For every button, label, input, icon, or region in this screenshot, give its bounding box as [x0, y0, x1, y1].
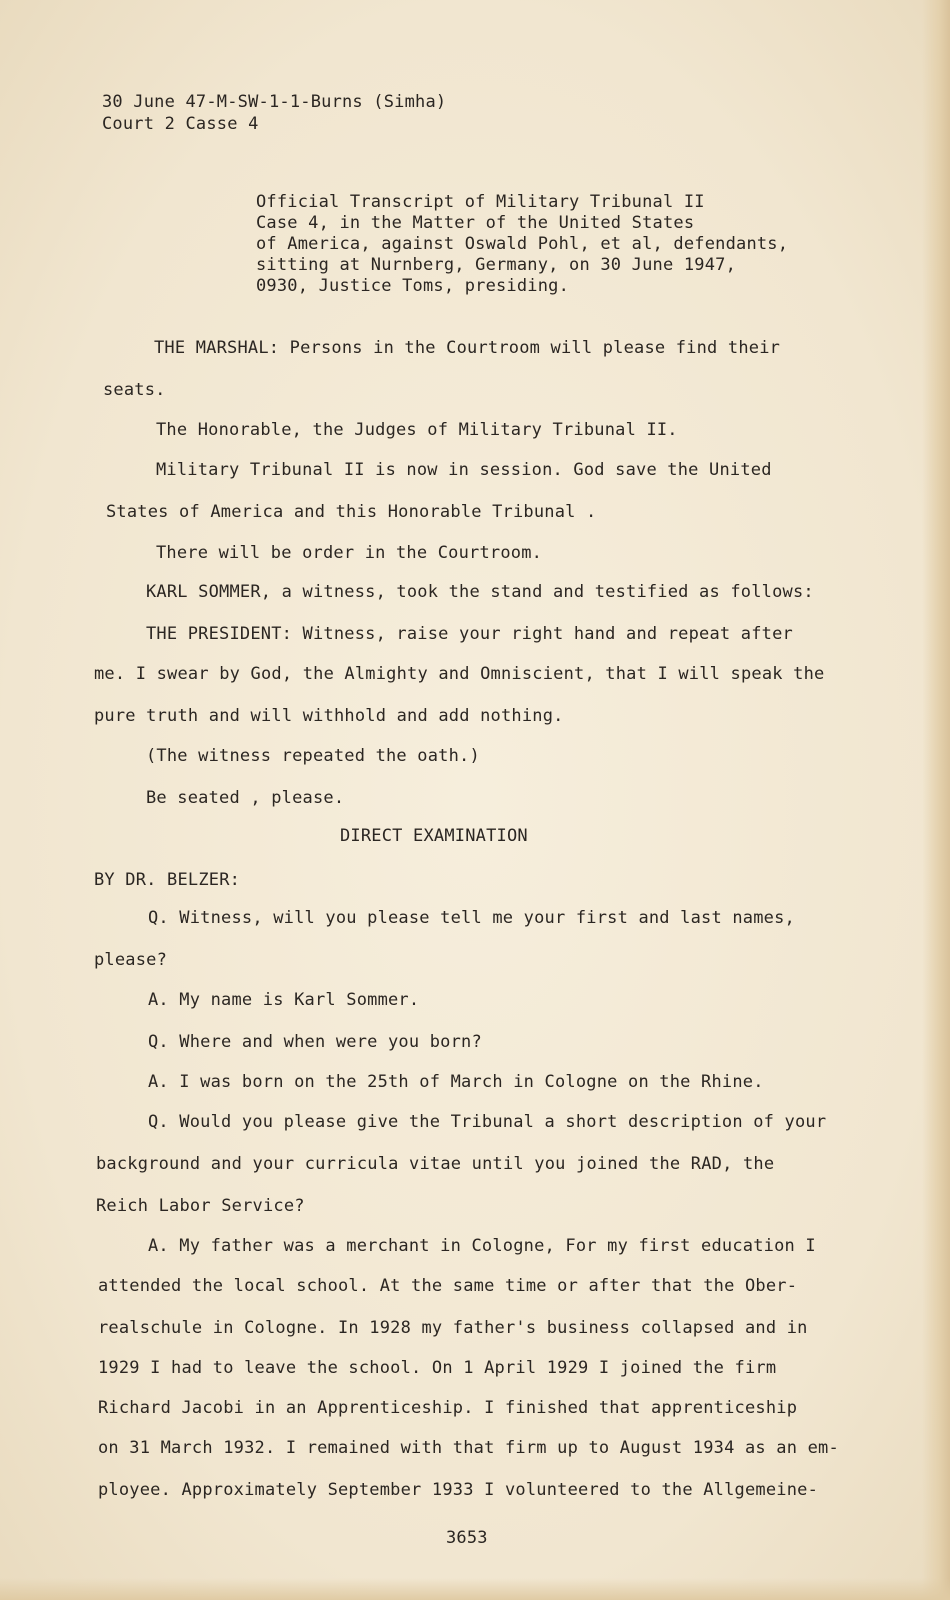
header-ref-line: 30 June 47-M-SW-1-1-Burns (Simha) [102, 92, 447, 112]
transcript-line: THE MARSHAL: Persons in the Courtroom will please find their [154, 338, 781, 358]
examiner-line: BY DR. BELZER: [94, 870, 241, 890]
caption-line: Case 4, in the Matter of the United States [256, 213, 695, 233]
transcript-line: A. My father was a merchant in Cologne, For my first education I [148, 1236, 816, 1256]
transcript-line: Military Tribunal II is now in session. God save the United [156, 460, 772, 480]
transcript-line: Reich Labor Service? [96, 1196, 305, 1216]
transcript-line: pure truth and will withhold and add nothing. [94, 706, 564, 726]
transcript-line: There will be order in the Courtroom. [156, 543, 543, 563]
caption-line: of America, against Oswald Pohl, et al, defendants, [256, 234, 789, 254]
transcript-line: Be seated , please. [146, 788, 345, 808]
transcript-line: realschule in Cologne. In 1928 my father's business collapsed and in [98, 1318, 808, 1338]
transcript-line: KARL SOMMER, a witness, took the stand and testified as follows: [146, 582, 814, 602]
transcript-line: Q. Where and when were you born? [148, 1032, 482, 1052]
transcript-line: on 31 March 1932. I remained with that firm up to August 1934 as an em- [98, 1438, 839, 1458]
page-number: 3653 [446, 1528, 488, 1548]
transcript-line: 1929 I had to leave the school. On 1 April 1929 I joined the firm [98, 1358, 777, 1378]
paper-edge [922, 0, 950, 1600]
transcript-line: Richard Jacobi in an Apprenticeship. I finished that apprenticeship [98, 1398, 798, 1418]
transcript-line: The Honorable, the Judges of Military Tribunal II. [156, 420, 678, 440]
transcript-line: States of America and this Honorable Tribunal . [106, 502, 597, 522]
section-heading: DIRECT EXAMINATION [340, 826, 528, 846]
transcript-line: attended the local school. At the same time or after that the Ober- [98, 1276, 798, 1296]
transcript-line: me. I swear by God, the Almighty and Omniscient, that I will speak the [94, 664, 825, 684]
transcript-line: A. My name is Karl Sommer. [148, 990, 420, 1010]
transcript-line: seats. [103, 380, 166, 400]
transcript-line: Q. Witness, will you please tell me your first and last names, [148, 908, 795, 928]
caption-line: Official Transcript of Military Tribunal II [256, 192, 705, 212]
transcript-line: (The witness repeated the oath.) [146, 746, 480, 766]
transcript-line: background and your curricula vitae until you joined the RAD, the [96, 1154, 775, 1174]
transcript-line: Q. Would you please give the Tribunal a short description of your [148, 1112, 827, 1132]
paper-edge-bottom [0, 1578, 950, 1600]
header-court-line: Court 2 Casse 4 [102, 114, 259, 134]
transcript-line: THE PRESIDENT: Witness, raise your right hand and repeat after [146, 624, 793, 644]
transcript-line: A. I was born on the 25th of March in Cologne on the Rhine. [148, 1072, 764, 1092]
transcript-line: ployee. Approximately September 1933 I volunteered to the Allgemeine- [98, 1480, 819, 1500]
caption-line: sitting at Nurnberg, Germany, on 30 June 1947, [256, 255, 737, 275]
transcript-line: please? [94, 950, 168, 970]
caption-line: 0930, Justice Toms, presiding. [256, 276, 570, 296]
